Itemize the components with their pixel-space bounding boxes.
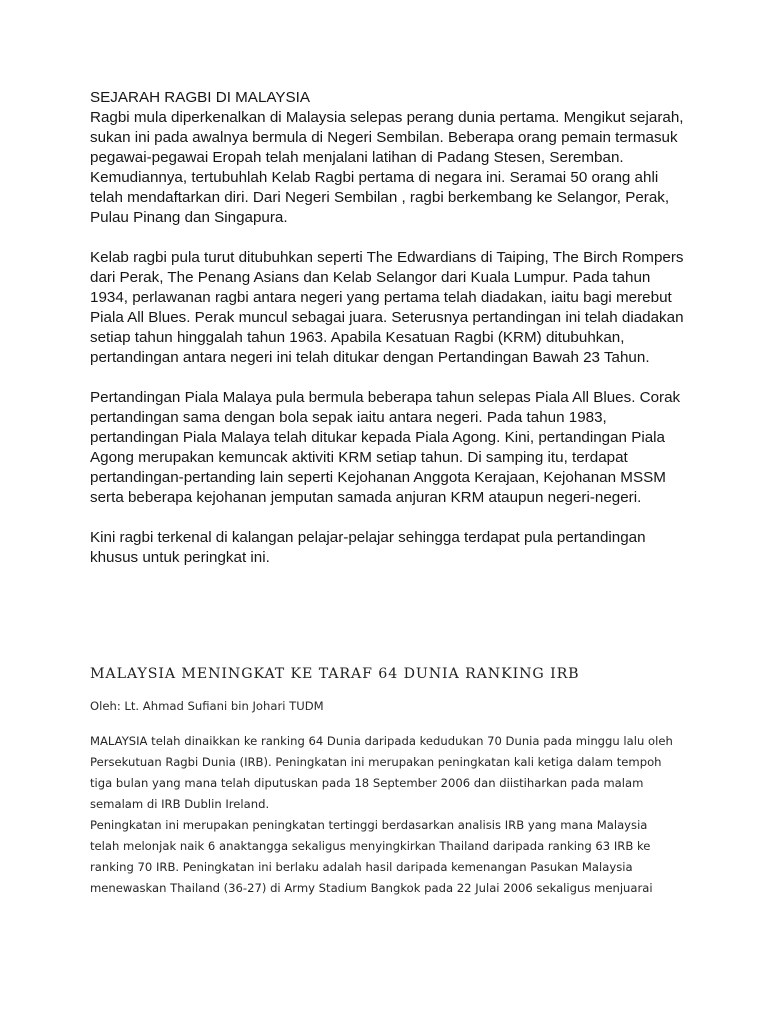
article-paragraph-1: MALAYSIA telah dinaikkan ke ranking 64 Dunia daripada kedudukan 70 Dunia pada minggu lalu oleh Persekutuan Ragbi Dunia (IRB). Peningkatan ini merupakan peningkatan kali ketiga dalam tempoh tiga bulan yang mana telah diputuskan pada 18 September 2006 dan diistiharkan pada malam semalam di IRB Dublin Ireland. (90, 734, 673, 811)
history-paragraph-2: Kelab ragbi pula turut ditubuhkan seperti The Edwardians di Taiping, The Birch Rompers dari Perak, The Penang Asians dan Kelab Selangor dari Kuala Lumpur. Pada tahun 1934, perlawanan ragbi antara negeri yang pertama telah diadakan, iaitu bagi merebut Piala All Blues. Perak muncul sebagai juara. Seterusnya pertandingan ini telah diadakan setiap tahun hinggalah tahun 1963. Apabila Kesatuan Ragbi (KRM) ditubuhkan, pertandingan antara negeri ini telah ditukar dengan Pertandingan Bawah 23 Tahun. (90, 249, 684, 366)
article-body (90, 731, 680, 899)
history-section (90, 88, 690, 568)
history-paragraph-1-text: Ragbi mula diperkenalkan di Malaysia selepas perang dunia pertama. Mengikut sejarah, sukan ini pada awalnya bermula di Negeri Sembilan. Beberapa orang pemain termasuk pegawai-pegawai Eropah telah menjalani latihan di Padang Stesen, Seremban. Kemudiannya, tertubuhlah Kelab Ragbi pertama di negara ini. Seramai 50 orang ahli telah mendaftarkan diri. Dari Negeri Sembilan , ragbi berkembang ke Selangor, Perak, Pulau Pinang dan Singapura. (90, 109, 684, 226)
history-paragraph-3: Pertandingan Piala Malaya pula bermula beberapa tahun selepas Piala All Blues. Corak pertandingan sama dengan bola sepak iaitu antara negeri. Pada tahun 1983, pertandingan Piala Malaya telah ditukar kepada Piala Agong. Kini, pertandingan Piala Agong merupakan kemuncak aktiviti KRM setiap tahun. Di samping itu, terdapat pertandingan-pertanding lain seperti Kejohanan Anggota Kerajaan, Kejohanan MSSM serta beberapa kejohanan jemputan samada anjuran KRM ataupun negeri-negeri. (90, 389, 681, 506)
history-paragraph-4: Kini ragbi terkenal di kalangan pelajar-pelajar sehingga terdapat pula pertandingan khusus untuk peringkat ini. (90, 529, 646, 566)
article-byline: Oleh: Lt. Ahmad Sufiani bin Johari TUDM (90, 699, 324, 713)
history-heading: SEJARAH RAGBI DI MALAYSIA (90, 89, 310, 106)
ranking-article (90, 664, 680, 899)
document-page (90, 88, 690, 588)
article-paragraph-2: Peningkatan ini merupakan peningkatan tertinggi berdasarkan analisis IRB yang mana Malaysia telah melonjak naik 6 anaktangga sekaligus menyingkirkan Thailand daripada ranking 63 IRB ke ranking 70 IRB. Peningkatan ini berlaku adalah hasil daripada kemenangan Pasukan Malaysia menewaskan Thailand (36-27) di Army Stadium Bangkok pada 22 Julai 2006 sekaligus menjuarai (90, 818, 653, 895)
history-paragraph-1 (90, 88, 690, 228)
article-title: MALAYSIA MENINGKAT KE TARAF 64 DUNIA RANKING IRB (90, 666, 580, 682)
